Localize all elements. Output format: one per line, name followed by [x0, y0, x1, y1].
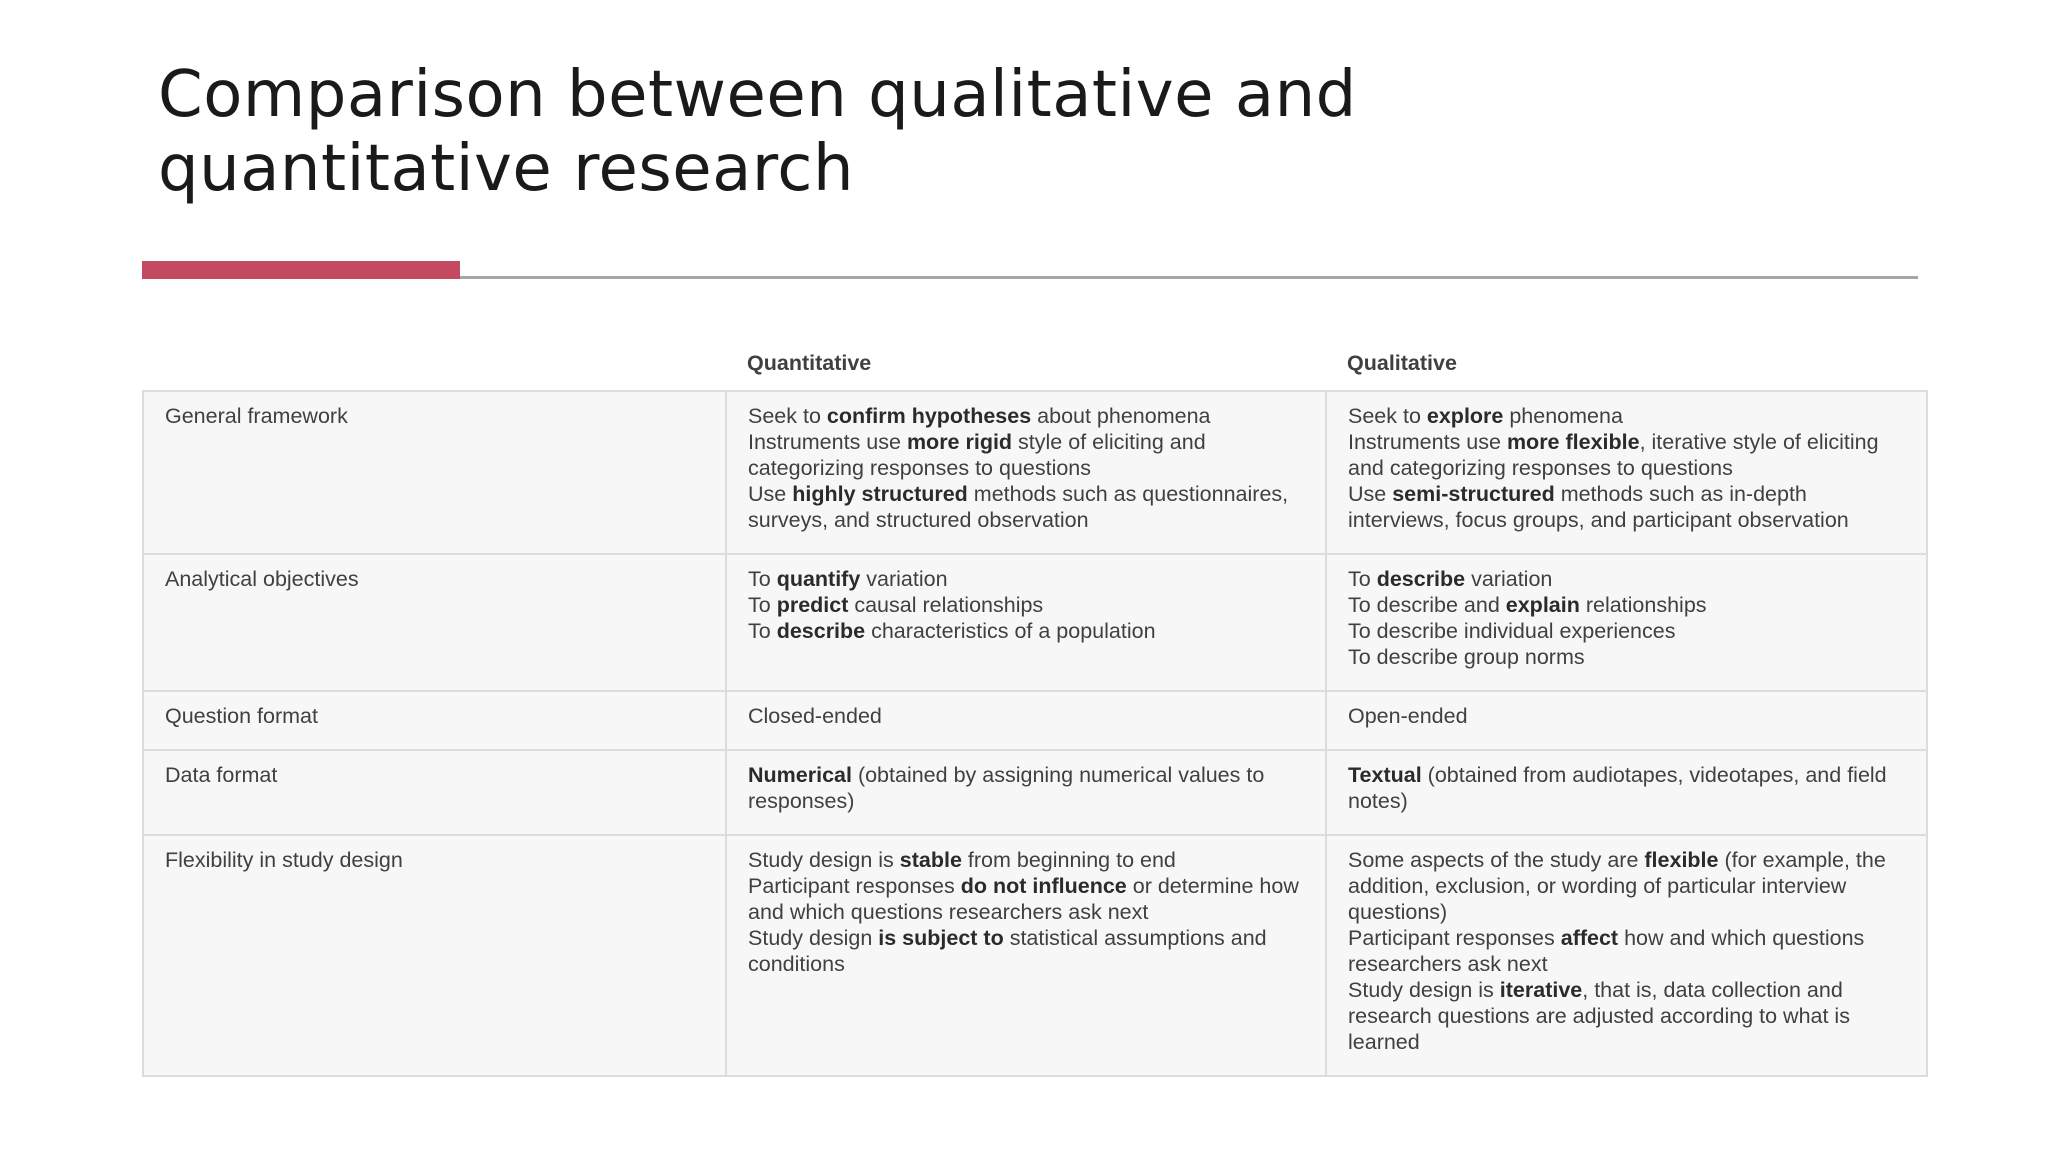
cell-text: To	[1348, 567, 1377, 591]
cell-text: , that is, data collection and research questions are adjusted according to what is learned	[1348, 978, 1850, 1054]
cell-text: Use	[748, 482, 793, 506]
cell-text: about phenomena	[1031, 404, 1211, 428]
cell-line	[1348, 618, 1905, 644]
table-row	[143, 750, 1927, 835]
cell-line	[748, 429, 1304, 481]
cell-line	[1348, 403, 1905, 429]
cell-text: characteristics of a population	[865, 619, 1156, 643]
flexibility-in-study-design-label: Flexibility in study design	[143, 835, 726, 1076]
flexibility-in-study-design-qualitative-cell	[1326, 835, 1927, 1076]
cell-text: To describe individual experiences	[1348, 619, 1676, 643]
cell-line	[1348, 429, 1905, 481]
cell-emphasis: Textual	[1348, 763, 1422, 787]
cell-emphasis: semi-structured	[1392, 482, 1555, 506]
cell-text: (obtained from audiotapes, videotapes, and field notes)	[1348, 763, 1887, 813]
cell-text: Closed-ended	[748, 704, 882, 728]
cell-text: variation	[860, 567, 948, 591]
cell-text: Study design	[748, 926, 879, 950]
cell-text: Participant responses	[1348, 926, 1561, 950]
cell-emphasis: Numerical	[748, 763, 852, 787]
cell-text: statistical assumptions and conditions	[748, 926, 1267, 976]
cell-text: style of eliciting and categorizing responses to questions	[748, 430, 1206, 480]
data-format-label: Data format	[143, 750, 726, 835]
cell-text: phenomena	[1503, 404, 1623, 428]
cell-text: Instruments use	[748, 430, 907, 454]
cell-line	[748, 703, 1304, 729]
header-qualitative: Qualitative	[1347, 351, 1457, 375]
cell-emphasis: confirm hypotheses	[826, 404, 1032, 428]
cell-text: (for example, the addition, exclusion, or wording of particular interview questions)	[1348, 848, 1886, 924]
cell-line	[1348, 481, 1905, 533]
cell-emphasis: more flexible	[1506, 430, 1640, 454]
question-format-label: Question format	[143, 691, 726, 750]
page-title: Comparison between qualitative and quantitative research	[158, 58, 1357, 206]
cell-emphasis: describe	[1376, 567, 1466, 591]
cell-emphasis: stable	[899, 848, 962, 872]
cell-text: Open-ended	[1348, 704, 1468, 728]
table-row	[143, 391, 1927, 554]
cell-emphasis: quantify	[776, 567, 861, 591]
cell-emphasis: explain	[1505, 593, 1580, 617]
general-framework-qualitative-cell	[1326, 391, 1927, 554]
analytical-objectives-qualitative-cell	[1326, 554, 1927, 691]
cell-line	[748, 618, 1304, 644]
flexibility-in-study-design-quantitative-cell	[726, 835, 1326, 1076]
cell-text: from beginning to end	[961, 848, 1176, 872]
analytical-objectives-quantitative-cell	[726, 554, 1326, 691]
cell-text: methods such as in-depth interviews, focus groups, and participant observation	[1348, 482, 1849, 532]
cell-text: relationships	[1579, 593, 1707, 617]
cell-text: methods such as questionnaires, surveys, and structured observation	[748, 482, 1289, 532]
cell-line	[1348, 644, 1905, 670]
cell-text: Study design is	[1348, 978, 1500, 1002]
cell-emphasis: predict	[776, 593, 849, 617]
cell-text: Use	[1348, 482, 1393, 506]
cell-line	[748, 847, 1304, 873]
cell-line	[1348, 925, 1905, 977]
cell-line	[748, 592, 1304, 618]
cell-line	[1348, 703, 1905, 729]
table-row	[143, 835, 1927, 1076]
cell-text: (obtained by assigning numerical values to responses)	[748, 763, 1265, 813]
general-framework-label: General framework	[143, 391, 726, 554]
cell-line	[748, 566, 1304, 592]
cell-text: Some aspects of the study are	[1348, 848, 1645, 872]
cell-line	[1348, 762, 1905, 814]
cell-emphasis: describe	[776, 619, 866, 643]
comparison-table	[142, 340, 1928, 1077]
cell-emphasis: affect	[1560, 926, 1619, 950]
title-accent-bar	[142, 261, 460, 279]
cell-text: To describe group norms	[1348, 645, 1585, 669]
comparison-table-container	[142, 340, 1926, 1077]
table-row	[143, 554, 1927, 691]
cell-line	[748, 762, 1304, 814]
cell-emphasis: flexible	[1644, 848, 1719, 872]
cell-emphasis: do not influence	[960, 874, 1127, 898]
cell-text: , iterative style of eliciting and categorizing responses to questions	[1348, 430, 1879, 480]
cell-text: variation	[1465, 567, 1553, 591]
cell-line	[1348, 592, 1905, 618]
header-quantitative: Quantitative	[747, 351, 872, 375]
cell-line	[748, 481, 1304, 533]
cell-text: how and which questions researchers ask next	[1348, 926, 1865, 976]
cell-line	[1348, 977, 1905, 1055]
cell-text: Seek to	[748, 404, 827, 428]
cell-line	[1348, 847, 1905, 925]
cell-line	[1348, 566, 1905, 592]
data-format-qualitative-cell	[1326, 750, 1927, 835]
cell-text: causal relationships	[848, 593, 1044, 617]
cell-text: Participant responses	[748, 874, 961, 898]
cell-text: or determine how and which questions researchers ask next	[748, 874, 1299, 924]
cell-text: To describe and	[1348, 593, 1506, 617]
analytical-objectives-label: Analytical objectives	[143, 554, 726, 691]
general-framework-quantitative-cell	[726, 391, 1326, 554]
cell-emphasis: is subject to	[878, 926, 1004, 950]
data-format-quantitative-cell	[726, 750, 1326, 835]
question-format-qualitative-cell	[1326, 691, 1927, 750]
table-row	[143, 691, 1927, 750]
header-empty	[143, 340, 726, 391]
cell-line	[748, 403, 1304, 429]
cell-line	[748, 925, 1304, 977]
cell-emphasis: more rigid	[906, 430, 1013, 454]
cell-emphasis: iterative	[1499, 978, 1583, 1002]
cell-text: Study design is	[748, 848, 900, 872]
cell-line	[748, 873, 1304, 925]
cell-text: To	[748, 567, 777, 591]
cell-text: Seek to	[1348, 404, 1427, 428]
table-header-row	[143, 340, 1927, 391]
cell-text: To	[748, 593, 777, 617]
cell-emphasis: explore	[1426, 404, 1504, 428]
cell-text: To	[748, 619, 777, 643]
cell-emphasis: highly structured	[792, 482, 968, 506]
cell-text: Instruments use	[1348, 430, 1507, 454]
question-format-quantitative-cell	[726, 691, 1326, 750]
